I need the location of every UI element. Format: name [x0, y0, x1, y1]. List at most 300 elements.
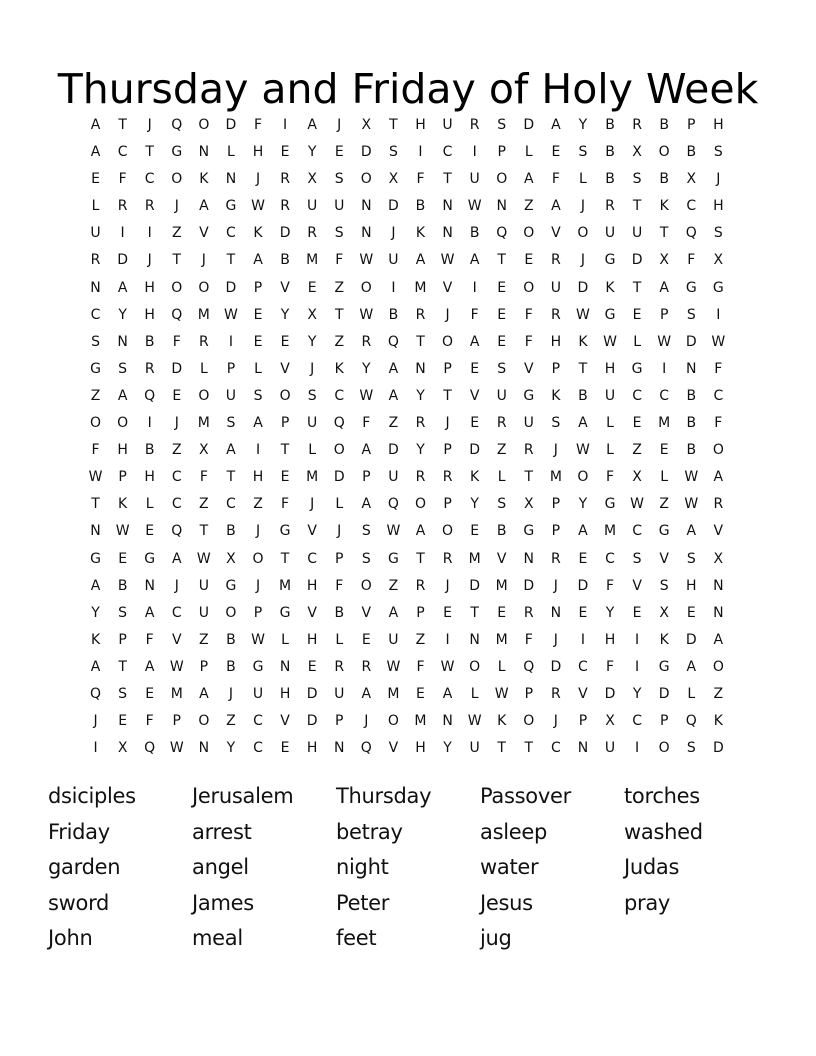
- grid-cell[interactable]: G: [279, 523, 291, 540]
- grid-cell[interactable]: C: [253, 713, 263, 730]
- grid-cell[interactable]: J: [580, 252, 586, 269]
- grid-cell[interactable]: V: [659, 550, 669, 567]
- grid-cell[interactable]: R: [415, 415, 426, 432]
- grid-cell[interactable]: O: [496, 171, 508, 188]
- grid-cell[interactable]: C: [144, 171, 155, 188]
- grid-cell[interactable]: M: [495, 631, 508, 648]
- grid-cell[interactable]: G: [225, 577, 237, 594]
- grid-cell[interactable]: S: [578, 144, 588, 161]
- grid-cell[interactable]: A: [388, 387, 399, 404]
- grid-cell[interactable]: N: [279, 658, 291, 675]
- grid-cell[interactable]: V: [280, 713, 290, 730]
- grid-cell[interactable]: T: [632, 198, 642, 215]
- grid-cell[interactable]: A: [171, 550, 182, 567]
- grid-cell[interactable]: X: [226, 550, 236, 567]
- grid-cell[interactable]: J: [580, 198, 586, 215]
- grid-cell[interactable]: L: [145, 496, 154, 513]
- grid-cell[interactable]: U: [198, 577, 209, 594]
- grid-cell[interactable]: J: [310, 360, 315, 377]
- grid-cell[interactable]: R: [90, 252, 101, 269]
- grid-cell[interactable]: V: [307, 523, 317, 540]
- grid-cell[interactable]: B: [605, 171, 615, 188]
- grid-cell[interactable]: O: [279, 387, 291, 404]
- grid-cell[interactable]: E: [280, 469, 290, 486]
- grid-cell[interactable]: T: [118, 658, 127, 675]
- grid-cell[interactable]: Y: [362, 360, 371, 377]
- grid-cell[interactable]: A: [253, 415, 263, 432]
- grid-cell[interactable]: E: [659, 442, 669, 459]
- grid-cell[interactable]: O: [577, 469, 589, 486]
- grid-cell[interactable]: N: [334, 740, 345, 757]
- grid-cell[interactable]: S: [388, 144, 398, 161]
- grid-cell[interactable]: N: [442, 225, 453, 242]
- grid-cell[interactable]: K: [605, 279, 615, 296]
- grid-cell[interactable]: W: [467, 713, 482, 730]
- grid-cell[interactable]: W: [88, 469, 103, 486]
- grid-cell[interactable]: G: [90, 360, 101, 377]
- grid-cell[interactable]: D: [523, 117, 535, 133]
- grid-cell[interactable]: M: [279, 577, 292, 594]
- grid-cell[interactable]: A: [90, 658, 101, 675]
- grid-cell[interactable]: S: [253, 387, 263, 404]
- grid-cell[interactable]: M: [603, 523, 617, 540]
- grid-cell[interactable]: O: [360, 577, 372, 594]
- grid-cell[interactable]: F: [145, 631, 154, 648]
- grid-cell[interactable]: T: [524, 740, 534, 757]
- grid-cell[interactable]: W: [169, 658, 184, 675]
- grid-cell[interactable]: R: [523, 442, 534, 459]
- grid-cell[interactable]: G: [144, 550, 156, 567]
- grid-cell[interactable]: P: [253, 604, 263, 621]
- grid-cell[interactable]: B: [226, 658, 236, 675]
- grid-cell[interactable]: D: [306, 685, 318, 702]
- grid-cell[interactable]: O: [658, 144, 670, 161]
- grid-cell[interactable]: Q: [144, 740, 156, 757]
- grid-cell[interactable]: J: [553, 713, 558, 730]
- grid-cell[interactable]: X: [307, 306, 317, 323]
- grid-cell[interactable]: H: [144, 306, 155, 323]
- grid-cell[interactable]: R: [442, 469, 453, 486]
- grid-cell[interactable]: R: [442, 550, 453, 567]
- grid-cell[interactable]: J: [174, 577, 179, 594]
- grid-cell[interactable]: U: [496, 387, 507, 404]
- grid-cell[interactable]: M: [197, 306, 210, 323]
- grid-cell[interactable]: U: [334, 198, 345, 215]
- grid-cell[interactable]: W: [684, 469, 699, 486]
- grid-cell[interactable]: J: [147, 117, 152, 133]
- grid-cell[interactable]: Q: [685, 225, 697, 242]
- grid-cell[interactable]: P: [362, 469, 371, 486]
- grid-cell[interactable]: R: [198, 333, 209, 350]
- grid-cell[interactable]: G: [631, 360, 643, 377]
- grid-cell[interactable]: K: [551, 387, 561, 404]
- grid-cell[interactable]: D: [523, 577, 535, 594]
- grid-cell[interactable]: A: [551, 117, 561, 133]
- grid-cell[interactable]: X: [605, 713, 615, 730]
- grid-cell[interactable]: W: [359, 387, 374, 404]
- grid-cell[interactable]: J: [337, 523, 342, 540]
- grid-cell[interactable]: L: [633, 333, 641, 350]
- grid-cell[interactable]: G: [658, 658, 670, 675]
- grid-cell[interactable]: J: [553, 442, 558, 459]
- grid-cell[interactable]: N: [523, 550, 535, 567]
- grid-cell[interactable]: T: [443, 387, 452, 404]
- grid-cell[interactable]: O: [360, 279, 372, 296]
- grid-cell[interactable]: O: [171, 171, 183, 188]
- grid-cell[interactable]: G: [225, 198, 237, 215]
- grid-cell[interactable]: H: [415, 117, 426, 133]
- grid-cell[interactable]: R: [280, 171, 290, 188]
- grid-cell[interactable]: J: [553, 577, 558, 594]
- grid-cell[interactable]: V: [280, 360, 290, 377]
- grid-cell[interactable]: J: [228, 685, 233, 702]
- grid-cell[interactable]: W: [224, 306, 238, 323]
- grid-cell[interactable]: P: [551, 360, 561, 377]
- grid-cell[interactable]: A: [199, 198, 209, 215]
- grid-cell[interactable]: D: [225, 279, 237, 296]
- grid-cell[interactable]: L: [497, 469, 506, 486]
- grid-cell[interactable]: N: [198, 144, 210, 161]
- grid-cell[interactable]: C: [226, 496, 236, 513]
- grid-cell[interactable]: A: [90, 117, 101, 133]
- grid-cell[interactable]: E: [416, 685, 425, 702]
- grid-cell[interactable]: F: [605, 658, 615, 675]
- grid-cell[interactable]: G: [604, 306, 616, 323]
- grid-cell[interactable]: N: [198, 740, 210, 757]
- grid-cell[interactable]: R: [496, 415, 507, 432]
- grid-cell[interactable]: X: [307, 171, 317, 188]
- grid-cell[interactable]: T: [172, 252, 182, 269]
- grid-cell[interactable]: D: [117, 252, 128, 269]
- grid-cell[interactable]: T: [416, 333, 425, 350]
- grid-cell[interactable]: B: [144, 333, 155, 350]
- grid-cell[interactable]: M: [414, 279, 427, 296]
- grid-cell[interactable]: T: [578, 360, 588, 377]
- grid-cell[interactable]: R: [551, 252, 561, 269]
- grid-cell[interactable]: S: [686, 306, 696, 323]
- grid-cell[interactable]: A: [659, 279, 669, 296]
- grid-cell[interactable]: U: [550, 279, 561, 296]
- grid-cell[interactable]: B: [686, 387, 697, 404]
- grid-cell[interactable]: K: [497, 713, 507, 730]
- grid-cell[interactable]: T: [118, 117, 127, 133]
- grid-cell[interactable]: F: [524, 333, 533, 350]
- grid-cell[interactable]: G: [658, 523, 670, 540]
- grid-cell[interactable]: T: [497, 252, 506, 269]
- grid-cell[interactable]: B: [226, 631, 236, 648]
- grid-cell[interactable]: V: [496, 550, 507, 567]
- grid-cell[interactable]: I: [147, 415, 152, 432]
- grid-cell[interactable]: O: [333, 442, 345, 459]
- grid-cell[interactable]: S: [686, 740, 696, 757]
- grid-cell[interactable]: C: [605, 550, 615, 567]
- grid-cell[interactable]: H: [252, 469, 264, 486]
- grid-cell[interactable]: F: [199, 469, 208, 486]
- grid-cell[interactable]: U: [631, 225, 643, 242]
- grid-cell[interactable]: A: [117, 279, 128, 296]
- grid-cell[interactable]: H: [306, 631, 318, 648]
- grid-cell[interactable]: D: [577, 279, 589, 296]
- grid-cell[interactable]: L: [199, 360, 208, 377]
- grid-cell[interactable]: Y: [443, 740, 452, 757]
- grid-cell[interactable]: I: [716, 306, 721, 323]
- grid-cell[interactable]: A: [469, 333, 480, 350]
- grid-cell[interactable]: X: [659, 252, 669, 269]
- grid-cell[interactable]: X: [632, 144, 642, 161]
- grid-cell[interactable]: T: [226, 469, 236, 486]
- grid-cell[interactable]: B: [659, 171, 669, 188]
- grid-cell[interactable]: P: [524, 685, 534, 702]
- grid-cell[interactable]: R: [551, 550, 561, 567]
- grid-cell[interactable]: T: [280, 442, 290, 459]
- grid-cell[interactable]: E: [280, 144, 290, 161]
- grid-cell[interactable]: F: [362, 415, 371, 432]
- grid-cell[interactable]: P: [118, 469, 127, 486]
- grid-cell[interactable]: M: [197, 415, 210, 432]
- grid-cell[interactable]: S: [686, 550, 696, 567]
- grid-cell[interactable]: G: [604, 496, 616, 513]
- grid-cell[interactable]: O: [360, 171, 372, 188]
- grid-cell[interactable]: E: [280, 333, 290, 350]
- grid-cell[interactable]: S: [659, 577, 669, 594]
- grid-cell[interactable]: S: [118, 685, 128, 702]
- grid-cell[interactable]: T: [632, 279, 642, 296]
- grid-cell[interactable]: D: [225, 117, 237, 133]
- grid-cell[interactable]: S: [91, 333, 100, 350]
- grid-cell[interactable]: R: [469, 117, 480, 133]
- grid-cell[interactable]: A: [713, 631, 724, 648]
- grid-cell[interactable]: E: [334, 144, 344, 161]
- grid-cell[interactable]: D: [388, 198, 399, 215]
- grid-cell[interactable]: X: [659, 604, 669, 621]
- grid-cell[interactable]: Z: [199, 631, 209, 648]
- grid-cell[interactable]: K: [253, 225, 263, 242]
- grid-cell[interactable]: N: [442, 713, 453, 730]
- grid-cell[interactable]: P: [659, 306, 669, 323]
- grid-cell[interactable]: C: [171, 469, 182, 486]
- grid-cell[interactable]: K: [578, 333, 588, 350]
- grid-cell[interactable]: O: [577, 225, 589, 242]
- grid-cell[interactable]: S: [361, 550, 371, 567]
- grid-cell[interactable]: B: [469, 225, 480, 242]
- grid-cell[interactable]: B: [686, 144, 697, 161]
- grid-cell[interactable]: N: [144, 577, 155, 594]
- grid-cell[interactable]: F: [145, 713, 154, 730]
- grid-cell[interactable]: U: [307, 198, 318, 215]
- grid-cell[interactable]: Y: [632, 685, 642, 702]
- grid-cell[interactable]: S: [118, 360, 128, 377]
- grid-cell[interactable]: G: [604, 252, 616, 269]
- grid-cell[interactable]: S: [361, 523, 371, 540]
- grid-cell[interactable]: G: [90, 550, 101, 567]
- grid-cell[interactable]: P: [335, 550, 344, 567]
- grid-cell[interactable]: S: [632, 550, 642, 567]
- grid-cell[interactable]: Y: [578, 117, 588, 133]
- grid-cell[interactable]: P: [687, 117, 696, 133]
- grid-cell[interactable]: D: [631, 252, 643, 269]
- grid-cell[interactable]: A: [90, 577, 101, 594]
- grid-cell[interactable]: C: [686, 198, 697, 215]
- grid-cell[interactable]: Y: [416, 442, 425, 459]
- grid-cell[interactable]: H: [685, 577, 697, 594]
- grid-cell[interactable]: E: [145, 523, 155, 540]
- grid-cell[interactable]: A: [144, 604, 155, 621]
- grid-cell[interactable]: X: [686, 171, 697, 188]
- grid-cell[interactable]: V: [361, 604, 372, 621]
- grid-cell[interactable]: E: [497, 333, 507, 350]
- grid-cell[interactable]: A: [442, 685, 453, 702]
- grid-cell[interactable]: Y: [307, 333, 317, 350]
- grid-cell[interactable]: B: [388, 306, 399, 323]
- grid-cell[interactable]: C: [442, 144, 453, 161]
- grid-cell[interactable]: D: [171, 360, 183, 377]
- grid-cell[interactable]: P: [416, 604, 425, 621]
- grid-cell[interactable]: C: [578, 658, 588, 675]
- grid-cell[interactable]: N: [496, 198, 507, 215]
- grid-cell[interactable]: T: [497, 740, 506, 757]
- grid-cell[interactable]: P: [172, 713, 181, 730]
- grid-cell[interactable]: X: [388, 171, 399, 188]
- grid-cell[interactable]: W: [603, 333, 617, 350]
- grid-cell[interactable]: Q: [90, 685, 102, 702]
- grid-cell[interactable]: F: [605, 469, 615, 486]
- grid-cell[interactable]: E: [632, 306, 642, 323]
- grid-cell[interactable]: Q: [171, 306, 183, 323]
- grid-cell[interactable]: P: [578, 713, 588, 730]
- grid-cell[interactable]: V: [388, 740, 399, 757]
- grid-cell[interactable]: E: [632, 415, 642, 432]
- grid-cell[interactable]: M: [306, 252, 319, 269]
- grid-cell[interactable]: V: [280, 279, 290, 296]
- grid-cell[interactable]: A: [307, 117, 317, 133]
- grid-cell[interactable]: E: [578, 604, 588, 621]
- grid-cell[interactable]: U: [388, 469, 399, 486]
- grid-cell[interactable]: A: [713, 469, 724, 486]
- grid-cell[interactable]: B: [605, 117, 615, 133]
- grid-cell[interactable]: O: [442, 523, 454, 540]
- grid-cell[interactable]: G: [685, 279, 697, 296]
- grid-cell[interactable]: J: [147, 252, 152, 269]
- grid-cell[interactable]: I: [120, 225, 125, 242]
- grid-cell[interactable]: E: [497, 279, 507, 296]
- grid-cell[interactable]: F: [470, 306, 479, 323]
- grid-cell[interactable]: N: [415, 360, 426, 377]
- grid-cell[interactable]: P: [335, 713, 344, 730]
- grid-cell[interactable]: X: [632, 469, 642, 486]
- grid-cell[interactable]: E: [632, 604, 642, 621]
- grid-cell[interactable]: B: [334, 604, 345, 621]
- grid-cell[interactable]: W: [494, 685, 509, 702]
- grid-cell[interactable]: W: [440, 658, 455, 675]
- grid-cell[interactable]: L: [579, 171, 587, 188]
- grid-cell[interactable]: C: [171, 496, 182, 513]
- grid-cell[interactable]: M: [414, 713, 427, 730]
- grid-cell[interactable]: F: [714, 360, 723, 377]
- grid-cell[interactable]: A: [361, 442, 372, 459]
- grid-cell[interactable]: P: [551, 523, 561, 540]
- grid-cell[interactable]: A: [361, 685, 372, 702]
- grid-cell[interactable]: E: [443, 604, 452, 621]
- grid-cell[interactable]: Z: [253, 496, 263, 513]
- grid-cell[interactable]: D: [685, 631, 697, 648]
- grid-cell[interactable]: Q: [387, 496, 399, 513]
- grid-cell[interactable]: S: [497, 496, 507, 513]
- grid-cell[interactable]: V: [551, 225, 561, 242]
- grid-cell[interactable]: P: [497, 144, 506, 161]
- grid-cell[interactable]: B: [144, 442, 155, 459]
- grid-cell[interactable]: F: [335, 577, 344, 594]
- grid-cell[interactable]: R: [551, 685, 561, 702]
- grid-cell[interactable]: V: [171, 631, 182, 648]
- grid-cell[interactable]: S: [551, 415, 561, 432]
- grid-cell[interactable]: Y: [416, 387, 425, 404]
- grid-cell[interactable]: Z: [199, 496, 209, 513]
- grid-cell[interactable]: X: [117, 740, 128, 757]
- grid-cell[interactable]: I: [635, 740, 640, 757]
- grid-cell[interactable]: U: [604, 225, 616, 242]
- grid-cell[interactable]: A: [686, 658, 697, 675]
- grid-cell[interactable]: L: [335, 631, 344, 648]
- grid-cell[interactable]: P: [280, 415, 290, 432]
- grid-cell[interactable]: M: [549, 469, 562, 486]
- grid-cell[interactable]: Z: [632, 442, 642, 459]
- grid-cell[interactable]: Y: [118, 306, 127, 323]
- grid-cell[interactable]: N: [713, 604, 724, 621]
- grid-cell[interactable]: R: [415, 306, 426, 323]
- grid-cell[interactable]: N: [90, 279, 101, 296]
- grid-cell[interactable]: T: [470, 604, 479, 621]
- grid-cell[interactable]: N: [686, 360, 697, 377]
- grid-cell[interactable]: B: [415, 198, 426, 215]
- grid-cell[interactable]: C: [90, 306, 101, 323]
- grid-cell[interactable]: C: [713, 387, 724, 404]
- grid-cell[interactable]: A: [388, 604, 399, 621]
- grid-cell[interactable]: X: [713, 550, 724, 567]
- grid-cell[interactable]: Z: [171, 442, 182, 459]
- grid-cell[interactable]: K: [470, 469, 480, 486]
- grid-cell[interactable]: U: [604, 740, 616, 757]
- grid-cell[interactable]: A: [524, 171, 534, 188]
- grid-cell[interactable]: Y: [307, 144, 317, 161]
- grid-cell[interactable]: W: [711, 333, 726, 350]
- grid-cell[interactable]: J: [445, 415, 450, 432]
- grid-cell[interactable]: W: [196, 550, 211, 567]
- grid-cell[interactable]: I: [662, 360, 667, 377]
- grid-cell[interactable]: G: [712, 279, 724, 296]
- grid-cell[interactable]: E: [280, 740, 290, 757]
- grid-cell[interactable]: Z: [171, 225, 182, 242]
- grid-cell[interactable]: U: [604, 387, 616, 404]
- grid-cell[interactable]: T: [416, 550, 425, 567]
- grid-cell[interactable]: V: [442, 279, 453, 296]
- grid-cell[interactable]: N: [577, 740, 589, 757]
- grid-cell[interactable]: F: [524, 306, 533, 323]
- grid-cell[interactable]: Z: [415, 631, 426, 648]
- grid-cell[interactable]: B: [686, 415, 697, 432]
- grid-cell[interactable]: Q: [496, 225, 508, 242]
- grid-cell[interactable]: Q: [360, 740, 372, 757]
- grid-cell[interactable]: B: [117, 577, 128, 594]
- grid-cell[interactable]: H: [550, 333, 562, 350]
- grid-cell[interactable]: I: [283, 117, 288, 133]
- grid-cell[interactable]: C: [334, 387, 345, 404]
- grid-cell[interactable]: X: [523, 496, 534, 513]
- grid-cell[interactable]: U: [225, 387, 237, 404]
- grid-cell[interactable]: V: [632, 577, 642, 594]
- grid-cell[interactable]: T: [226, 252, 236, 269]
- grid-cell[interactable]: M: [495, 577, 508, 594]
- grid-cell[interactable]: H: [279, 685, 291, 702]
